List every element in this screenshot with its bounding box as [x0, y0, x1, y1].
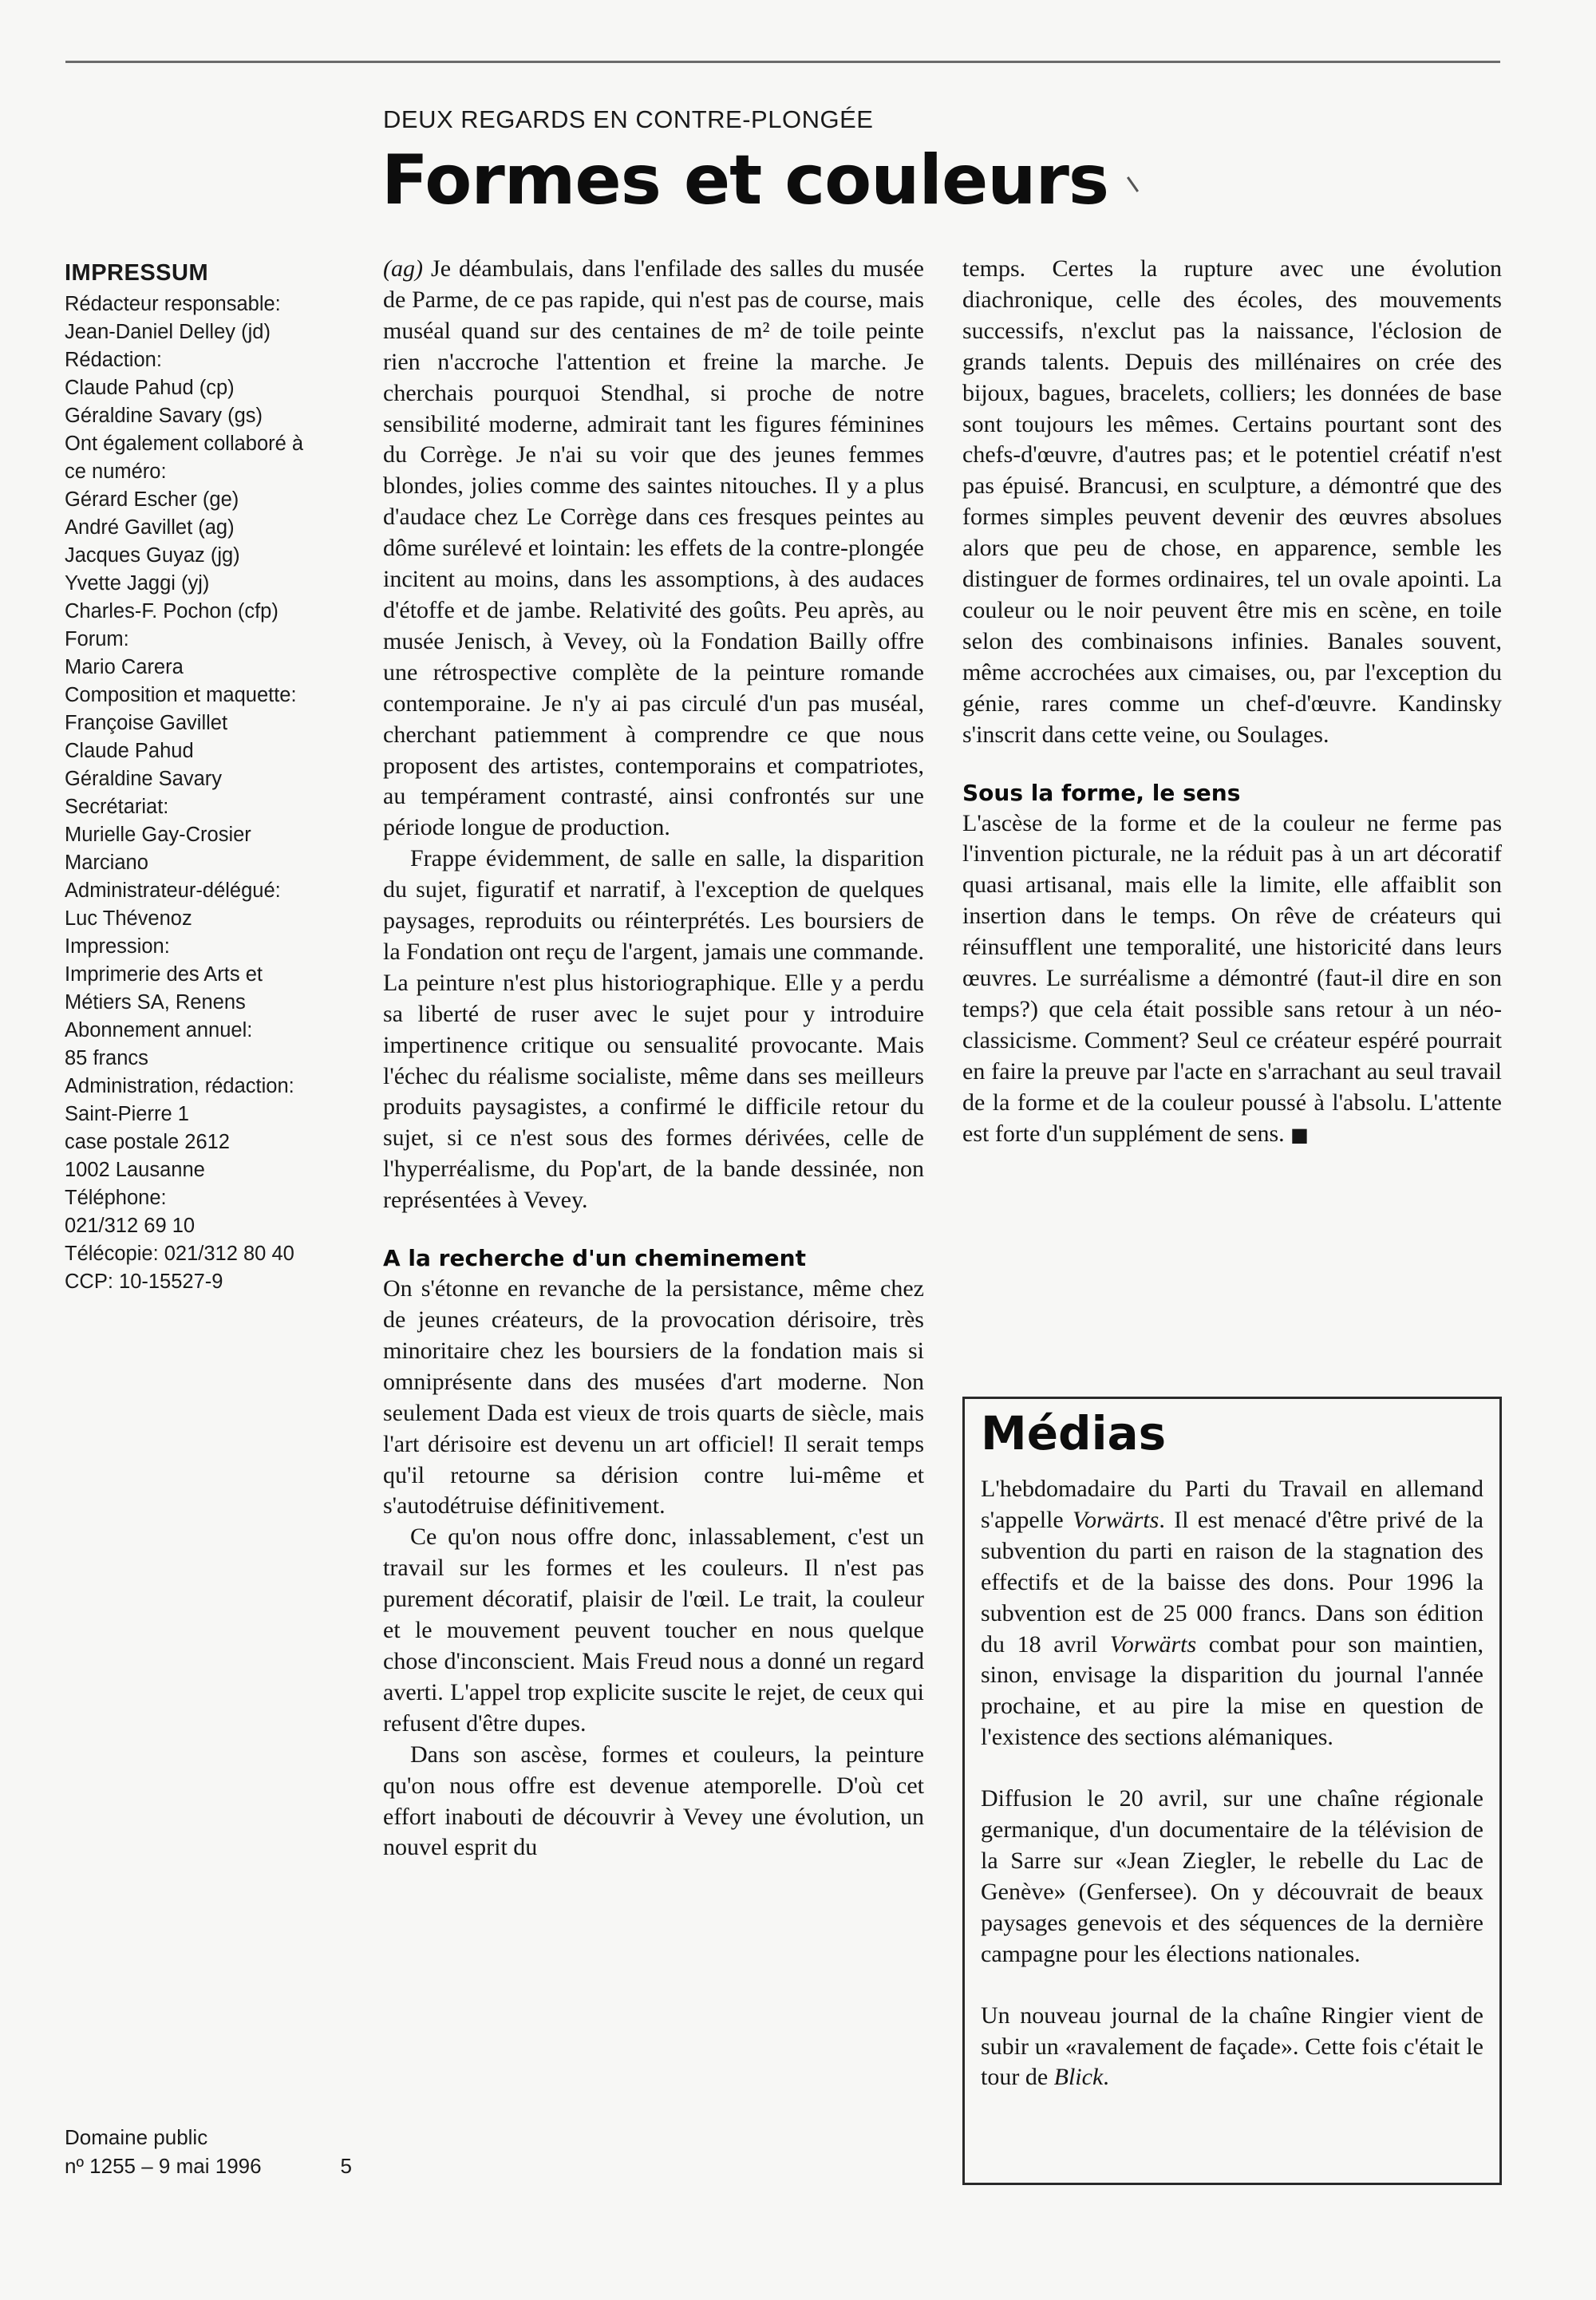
impressum-line: Ont également collaboré à — [65, 433, 304, 455]
impressum-line: Charles-F. Pochon (cfp) — [65, 600, 279, 622]
medias-title: Médias — [981, 1406, 1167, 1460]
article-paragraph-4: Ce qu'on nous offre donc, inlassablement, c'est un travail sur les formes et les couleurs. Il n'est pas purement décoratif, plaisir de l'œil. Le trait, la couleur et le mouvement peuvent toucher en nous quelque chose d'inconscient. Mais Freud nous a donné un regard averti. L'appel trop explicite suscite le rejet, de ceux qui refusent d'être dupes. — [383, 1523, 924, 1737]
impressum-line: Yvette Jaggi (yj) — [65, 572, 210, 595]
impressum-line: Rédaction: — [65, 349, 162, 371]
impressum-line: Rédacteur responsable: — [65, 293, 281, 315]
impressum-line: Télécopie: 021/312 80 40 — [65, 1243, 294, 1265]
impressum-line: 021/312 69 10 — [65, 1215, 196, 1237]
impressum-line: Géraldine Savary (gs) — [65, 405, 263, 427]
impressum-lines — [65, 290, 352, 1296]
article-paragraph-6: temps. Certes la rupture avec une évolution diachronique, celle des écoles, des mouvements successifs, n'exclut pas la naissance, l'éclosion de grands talents. Depuis des millénaires on crée des bijoux, bagues, bracelets, colliers; les données de base sont toujours les mêmes. Certains pourtant sont des chefs-d'œuvre, d'autres pas; et le potentiel créatif n'est pas épuisé. Brancusi, en sculpture, a démontré que des formes simples peuvent devenir des œuvres absolues alors que peu de chose, en apparence, semble les distinguer de formes ordinaires, tel un ovale apointi. La couleur ou le noir peuvent être mis en scène, en toile selon des combinaisons infinies. Banales souvent, même accrochées aux cimaises, ou, par l'exception du génie, rares comme un chef-d'œuvre. Kandinsky s'inscrit dans cette veine, ou Soulages. — [962, 255, 1502, 748]
impressum-title: IMPRESSUM — [65, 260, 209, 286]
article-title: Formes et couleurs — [381, 140, 1109, 220]
medias-box — [962, 1397, 1502, 2185]
impressum-line: Imprimerie des Arts et — [65, 963, 263, 986]
impressum-line: Géraldine Savary — [65, 768, 223, 790]
impressum-line: Administration, rédaction: — [65, 1075, 294, 1097]
print-mark — [1127, 176, 1139, 192]
impressum-line: Forum: — [65, 628, 129, 650]
impressum-line: case postale 2612 — [65, 1131, 230, 1153]
article-subhead-1: A la recherche d'un cheminement — [383, 1245, 806, 1272]
impressum-line: Murielle Gay-Crosier — [65, 824, 251, 846]
medias-paragraph-3: Un nouveau journal de la chaîne Ringier vient de subir un «ravalement de façade». Cette fois c'était le tour de Blick. — [981, 2002, 1483, 2091]
article-kicker: DEUX REGARDS EN CONTRE-PLONGÉE — [383, 105, 874, 133]
impressum-line: CCP: 10-15527-9 — [65, 1271, 223, 1293]
impressum-line: Jacques Guyaz (jg) — [65, 544, 240, 567]
impressum-line: Administrateur-délégué: — [65, 879, 281, 902]
impressum-line: Marciano — [65, 852, 148, 874]
impressum-line: Composition et maquette: — [65, 684, 297, 706]
top-rule — [65, 61, 1500, 63]
issue-date: nº 1255 – 9 mai 1996 — [65, 2154, 262, 2178]
impressum-line: Luc Thévenoz — [65, 907, 192, 930]
impressum-line: Saint-Pierre 1 — [65, 1103, 189, 1125]
article-column-main — [383, 254, 924, 1863]
impressum-line: Gérard Escher (ge) — [65, 488, 239, 511]
article-column-right — [962, 254, 1502, 1150]
impressum — [65, 257, 352, 1296]
article-byline: (ag) — [383, 255, 423, 282]
article-subhead-2: Sous la forme, le sens — [962, 779, 1241, 806]
end-of-article-mark: ■ — [1290, 1123, 1309, 1146]
impressum-line: Téléphone: — [65, 1187, 167, 1209]
impressum-line: Abonnement annuel: — [65, 1019, 253, 1041]
impressum-line: 1002 Lausanne — [65, 1159, 205, 1181]
impressum-line: André Gavillet (ag) — [65, 516, 235, 539]
article-paragraph-3: On s'étonne en revanche de la persistance, même chez de jeunes créateurs, de la provocation dérisoire, très minoritaire chez les boursiers de la fondation mais si omniprésente dans des musées d'art moderne. Non seulement Dada est vieux de trois quarts de siècle, mais l'art dérisoire est devenu un art officiel! Il serait temps qu'il retourne sa dérision contre lui-même et s'autodétruise définitivement. — [383, 1275, 924, 1520]
footer-issue-line — [65, 2152, 352, 2180]
impressum-line: ce numéro: — [65, 460, 167, 483]
medias-paragraph-2: Diffusion le 20 avril, sur une chaîne régionale germanique, d'un documentaire de la télévision de la Sarre sur «Jean Ziegler, le rebelle du Lac de Genève» (Genfersee). On y découvrait de beaux paysages genevois et des séquences de la dernière campagne pour les élections nationales. — [981, 1785, 1483, 1967]
page-number: 5 — [340, 2154, 352, 2178]
page-footer — [65, 2123, 352, 2180]
article-paragraph-2: Frappe évidemment, de salle en salle, la disparition du sujet, figuratif et narratif, à l'exception de quelques paysages, reproduits ou réinterprétés. Les boursiers de la Fondation ont reçu de l'argent, jamais une commande. La peinture n'est plus historiographique. Elle y a perdu sa liberté de ruser avec le sujet pour y introduire impertinence critique ou sensualité provocante. Mais l'échec du réalisme socialiste, même dans ses meilleurs produits paysagistes, a confirmé le difficile retour du sujet, si ce n'est sous des formes dérivées, celle de l'hyperréalisme, du Pop'art, de la bande dessinée, non représentées à Vevey. — [383, 845, 924, 1214]
impressum-line: Métiers SA, Renens — [65, 991, 246, 1014]
article-paragraph-5: Dans son ascèse, formes et couleurs, la peinture qu'on nous offre est devenue atemporelle. D'où cet effort inabouti de découvrir à Vevey une évolution, un nouvel esprit du — [383, 1741, 924, 1861]
article-paragraph-1: (ag) Je déambulais, dans l'enfilade des salles du musée de Parme, de ce pas rapide, qui n'est pas de course, mais muséal quand sur des centaines de m² de toile peinte rien n'accroche l'attention et freine la marche. Je cherchais pourquoi Stendhal, si proche de notre sensibilité moderne, admirait tant les figures féminines du Corrège. Je n'ai su voir que des jeunes femmes blondes, jolies comme des saintes nitouches. Il y a plus d'audace chez Le Corrège dans ces fresques peintes au dôme surélevé et lointain: les effets de la contre-plongée incitent au moins, dans les assomptions, à des audaces d'étoffe et de jambe. Relativité des goûts. Peu après, au musée Jenisch, à Vevey, où la Fondation Bailly offre une rétrospective complète de la peinture romande contemporaine. Je n'y ai pas circulé d'un pas muséal, cherchant patiemment à comprendre ce que nous proposent des artistes, contemporains et compatriotes, au tempérament contrasté, ainsi confrontés sur une période longue de production. — [383, 255, 924, 841]
impressum-line: 85 francs — [65, 1047, 148, 1069]
impressum-line: Claude Pahud (cp) — [65, 377, 235, 399]
article-paragraph-7: L'ascèse de la forme et de la couleur ne ferme pas l'invention picturale, ne la réduit pas à un art décoratif quasi artisanal, mais elle la limite, elle affaiblit son insertion dans le temps. On rêve de créateurs qui réinsufflent une temporalité, une historicité dans leurs œuvres. Le surréalisme a démontré (faut-il dire en son temps?) que cela était possible sans retour à un néo-classicisme. Comment? Seul ce créateur espéré pourrait en faire la preuve par l'acte en s'arrachant au seul travail de la forme et de la couleur poussé à l'absolu. L'attente est forte d'un supplément de sens. ■ — [962, 809, 1502, 1147]
publication-name: Domaine public — [65, 2125, 208, 2149]
impressum-line: Françoise Gavillet — [65, 712, 228, 734]
impressum-line: Secrétariat: — [65, 796, 169, 818]
impressum-line: Claude Pahud — [65, 740, 194, 762]
impressum-line: Jean-Daniel Delley (jd) — [65, 321, 271, 343]
impressum-line: Impression: — [65, 935, 170, 958]
medias-paragraph-1: L'hebdomadaire du Parti du Travail en allemand s'appelle Vorwärts. Il est menacé d'être privé de la subvention du parti en raison de la stagnation des effectifs et de la baisse des dons. Pour 1996 la subvention est de 25 000 francs. Dans son édition du 18 avril Vorwärts combat pour son maintien, sinon, envisage la disparition du journal l'année prochaine, et au pire la mise en question de l'existence des sections alémaniques. — [981, 1476, 1484, 1751]
impressum-line: Mario Carera — [65, 656, 184, 678]
